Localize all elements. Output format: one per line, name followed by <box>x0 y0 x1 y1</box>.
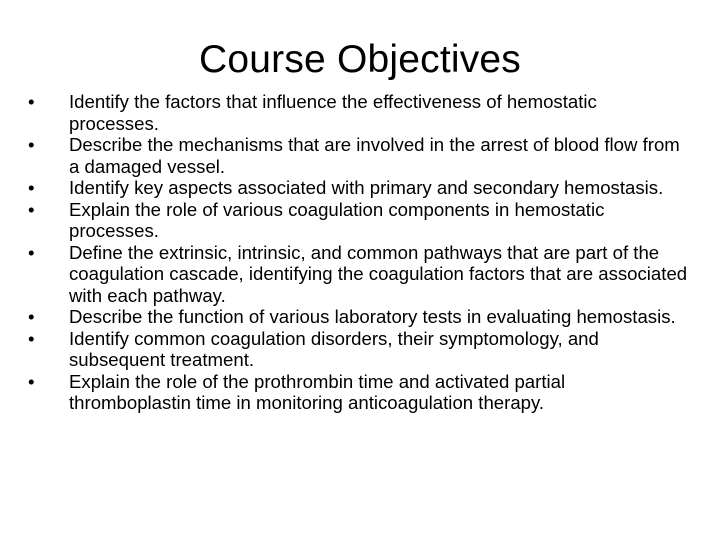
objective-item <box>28 177 688 199</box>
objective-text: Describe the function of various laboratory tests in evaluating hemostasis. <box>69 306 676 327</box>
objectives-list <box>28 91 688 414</box>
objective-item <box>28 328 688 371</box>
bullet-icon: • <box>28 327 35 349</box>
objective-text: Identify the factors that influence the effectiveness of hemostatic processes. <box>69 91 597 134</box>
objective-text: Identify key aspects associated with primary and secondary hemostasis. <box>69 177 664 198</box>
objective-item <box>28 306 688 328</box>
slide-title: Course Objectives <box>198 38 522 81</box>
objective-text: Describe the mechanisms that are involved in the arrest of blood flow from a damaged vessel. <box>69 134 680 177</box>
objective-item <box>28 199 688 242</box>
bullet-icon: • <box>28 306 35 327</box>
bullet-icon: • <box>28 91 35 112</box>
bullet-icon: • <box>28 370 35 392</box>
bullet-icon: • <box>28 177 35 198</box>
bullet-icon: • <box>28 198 35 220</box>
objective-item <box>28 242 688 307</box>
bullet-icon: • <box>28 134 35 155</box>
objective-item <box>28 371 688 414</box>
objective-item <box>28 91 688 134</box>
bullet-icon: • <box>28 241 35 263</box>
objective-text: Explain the role of various coagulation components in hemostatic processes. <box>69 198 605 241</box>
objective-item <box>28 134 688 177</box>
objective-text: Define the extrinsic, intrinsic, and common pathways that are part of the coagulation cascade, identifying the coagulation factors that are associated with each pathway. <box>69 241 688 306</box>
objective-text: Identify common coagulation disorders, their symptomology, and subsequent treatment. <box>69 327 599 370</box>
objective-text: Explain the role of the prothrombin time and activated partial thromboplastin time in monitoring anticoagulation therapy. <box>69 370 566 413</box>
